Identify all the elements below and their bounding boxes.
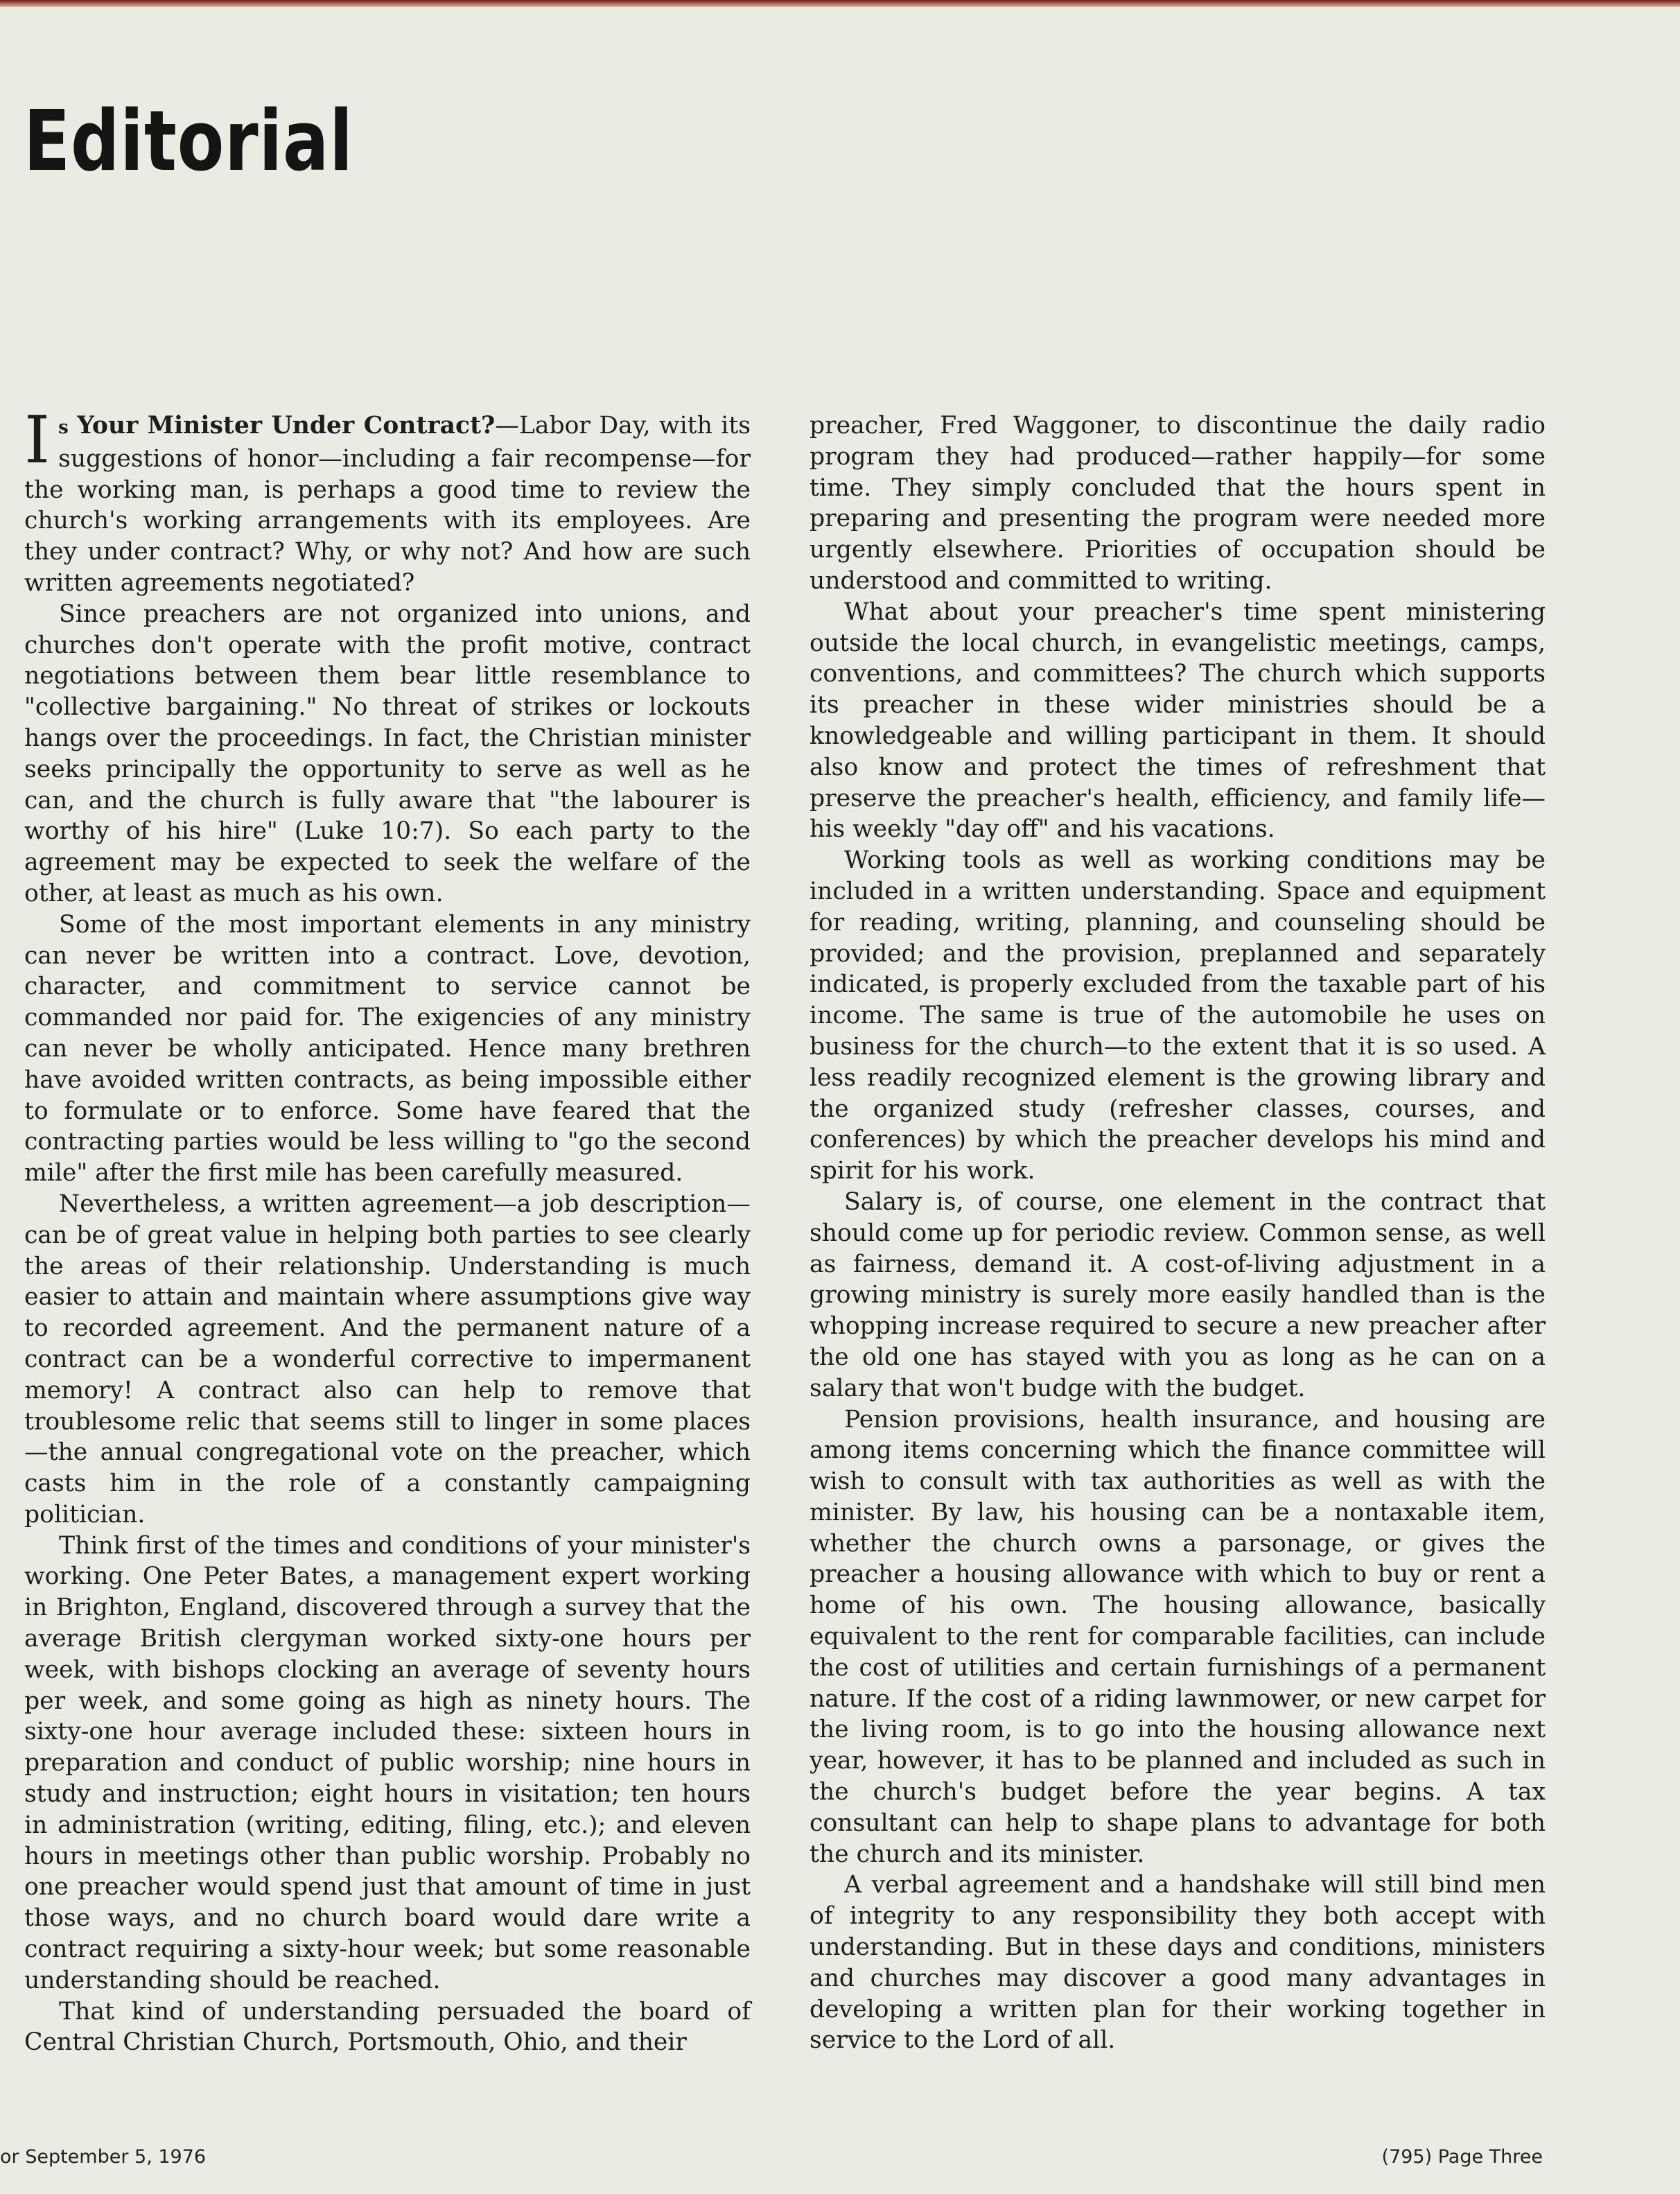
paragraph: A verbal agreement and a handshake will still bind men of integrity to any responsibility they both accept with understanding. But in these days and conditions, ministers and churches may discover a good many advantages in developing a written plan for their working together in service to the Lord of all. — [810, 1871, 1546, 2055]
footer-date: or September 5, 1976 — [0, 2146, 207, 2168]
paragraph: Pension provisions, health insurance, and housing are among items concerning which the finance committee will wish to consult with tax authorities as well as with the minister. By law, his housing can be a nontaxable item, whether the church owns a parsonage, or gives the preacher a housing allowance with which to buy or rent a home of his own. The housing allowance, basically equivalent to the rent for comparable facilities, can include the cost of utilities and certain furnishings of a permanent nature. If the cost of a riding lawnmower, or new carpet for the living room, is to go into the housing allowance next year, however, it has to be planned and included as such in the church's budget before the year begins. A tax consultant can help to shape plans to advantage for both the church and its minister. — [810, 1405, 1546, 1868]
paragraph: Nevertheless, a written agreement—a job description—can be of great value in helping both parties to see clearly the areas of their relationship. Understanding is much easier to attain and maintain where assumptions give way to recorded agreement. And the permanent nature of a contract can be a wonderful corrective to impermanent memory! A contract also can help to remove that troublesome relic that seems still to linger in some places—the annual congregational vote on the preacher, which casts him in the role of a constantly campaigning politician. — [24, 1190, 751, 1529]
paragraph: —Labor Day, with its suggestions of honor—including a fair recompense—for the working man, is perhaps a good time to review the church's working arrangements with its employees. Are they under contract? Why, or why not? And how are such written agreements negotiated? — [24, 412, 751, 597]
footer-page-number: (795) Page Three — [1381, 2146, 1543, 2168]
page-title: Editorial — [24, 94, 353, 190]
drop-cap: I — [24, 403, 51, 478]
lead-paragraph — [24, 403, 751, 599]
left-column — [24, 403, 751, 2058]
paragraph: Salary is, of course, one element in the contract that should come up for periodic review. Common sense, as well as fairness, demand it. A cost-of-living adjustment in a growing ministry is surely more easily handled than is the whopping increase required to secure a new preacher after the old one has stayed with you as long as he can on a salary that won't budge with the budget. — [810, 1187, 1546, 1402]
paragraph: Since preachers are not organized into unions, and churches don't operate with the profit motive, contract negotiations between them bear little resemblance to "collective bargaining." No threat of strikes or lockouts hangs over the proceedings. In fact, the Christian minister seeks principally the opportunity to serve as well as he can, and the church is fully aware that "the labourer is worthy of his hire" (Luke 10:7). So each party to the agreement may be expected to seek the welfare of the other, at least as much as his own. — [24, 600, 751, 907]
paragraph: Some of the most important elements in any ministry can never be written into a contract. Love, devotion, character, and commitment to service cannot be commanded nor paid for. The exigencies of any ministry can never be wholly anticipated. Hence many brethren have avoided written contracts, as being impossible either to formulate or to enforce. Some have feared that the contracting parties would be less willing to "go the second mile" after the first mile has been carefully measured. — [24, 910, 751, 1187]
lead-in-title: Your Minister Under Contract? — [77, 412, 496, 439]
top-rule — [0, 0, 1680, 7]
lead-in-rest: s — [58, 417, 69, 438]
paragraph: Working tools as well as working conditions may be included in a written understanding. Space and equipment for reading, writing, planning, and counseling should be provided; and the provision, preplanned and separately indicated, is properly excluded from the taxable part of his income. The same is true of the automobile he uses on business for the church—to the extent that it is so used. A less readily recognized element is the growing library and the organized study (refresher classes, courses, and conferences) by which the preacher develops his mind and spirit for his work. — [810, 846, 1546, 1185]
paragraph: What about your preacher's time spent ministering outside the local church, in evangelistic meetings, camps, conventions, and committees? The church which supports its preacher in these wider ministries should be a knowledgeable and willing participant in them. It should also know and protect the times of refreshment that preserve the preacher's health, efficiency, and family life—his weekly "day off" and his vacations. — [810, 598, 1546, 844]
right-column — [810, 410, 1546, 2056]
paragraph: preacher, Fred Waggoner, to discontinue the daily radio program they had produced—rather happily—for some time. They simply concluded that the hours spent in preparing and presenting the program were needed more urgently elsewhere. Priorities of occupation should be understood and committed to writing. — [810, 412, 1546, 595]
paragraph: Think first of the times and conditions of your minister's working. One Peter Bates, a management expert working in Brighton, England, discovered through a survey that the average British clergyman worked sixty-one hours per week, with bishops clocking an average of seventy hours per week, and some going as high as ninety hours. The sixty-one hour average included these: sixteen hours in preparation and conduct of public worship; nine hours in study and instruction; eight hours in visitation; ten hours in administration (writing, editing, filing, etc.); and eleven hours in meetings other than public worship. Probably no one preacher would spend just that amount of time in just those ways, and no church board would dare write a contract requiring a sixty-hour week; but some reasonable understanding should be reached. — [24, 1531, 751, 1994]
paragraph: That kind of understanding persuaded the board of Central Christian Church, Portsmouth, Ohio, and their — [24, 1997, 751, 2057]
